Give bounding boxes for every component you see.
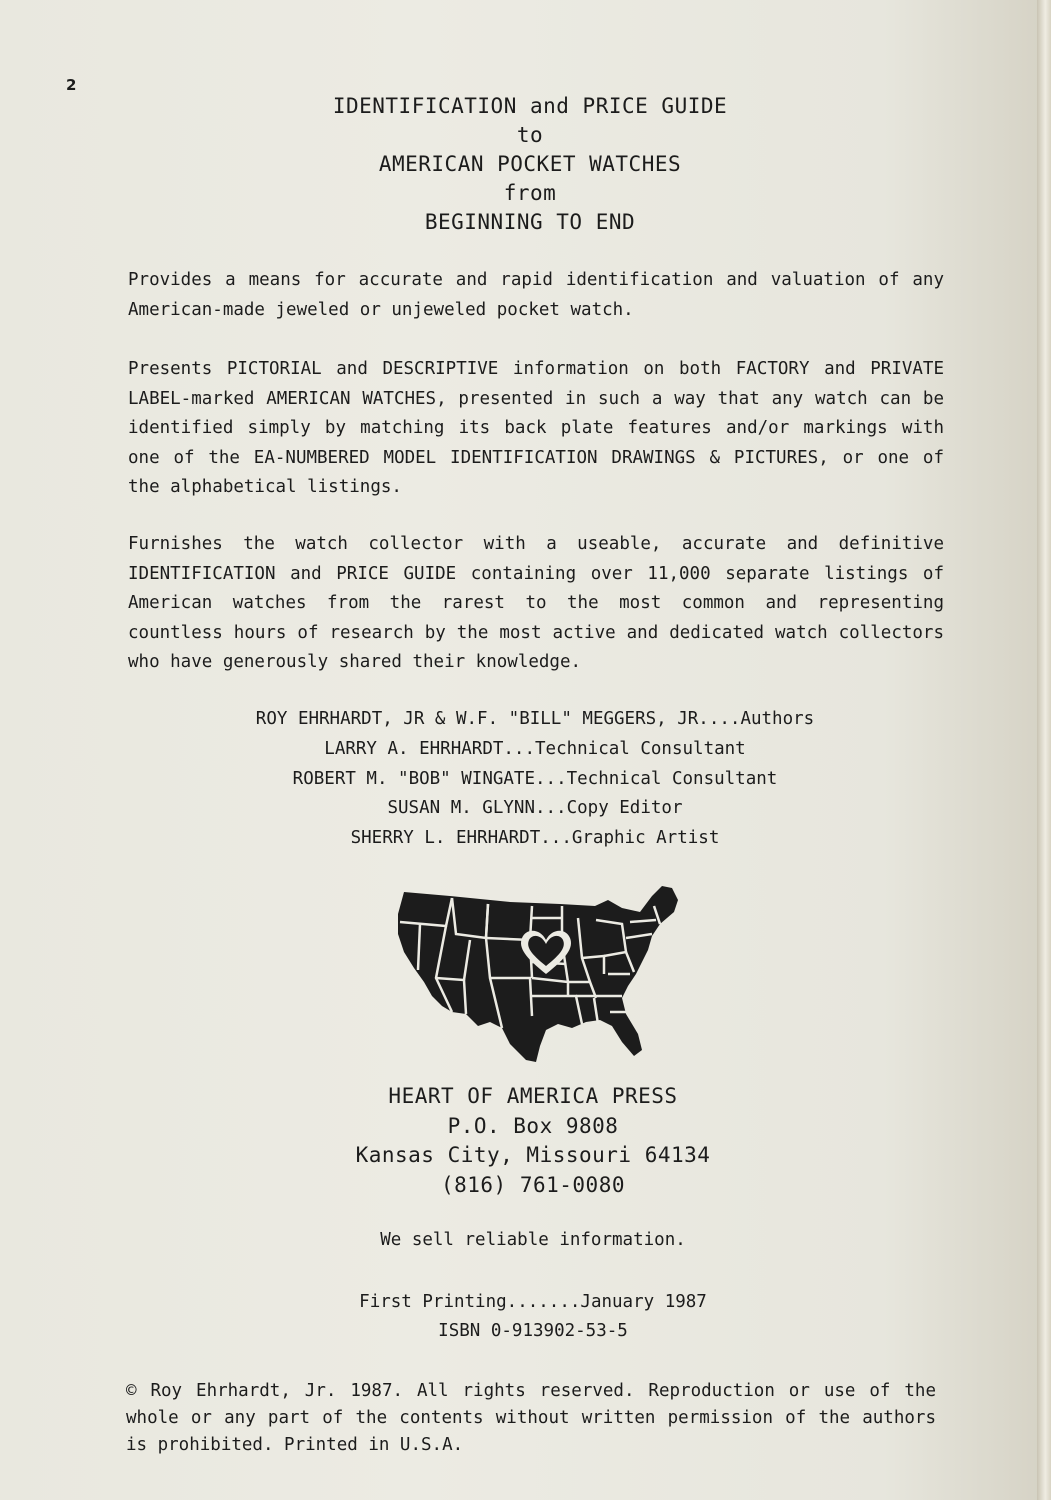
publisher-name: HEART OF AMERICA PRESS: [388, 1084, 678, 1108]
description-paragraph-3: Furnishes the watch collector with a useable, accurate and definitive IDENTIFICATION and PRICE GUIDE containing over 11,000 separate listings of American watches from the rarest to the most common and representing countless hours of research by the most active and dedicated watch collectors who have generously shared their knowledge.: [128, 534, 944, 672]
description-paragraph-2: Presents PICTORIAL and DESCRIPTIVE information on both FACTORY and PRIVATE LABEL-marked AMERICAN WATCHES, presented in such a way that any watch can be identified simply by matching its back plate features and/or markings with one of the EA-NUMBERED MODEL IDENTIFICATION DRAWINGS & PICTURES, or one of the alphabetical listings.: [128, 359, 944, 497]
publisher-phone: (816) 761-0080: [440, 1172, 625, 1197]
page-spine-edge: [1037, 0, 1051, 1500]
printing-info: [300, 1288, 766, 1346]
copyright-notice: © Roy Ehrhardt, Jr. 1987. All rights reserved. Reproduction or use of the whole or any part of the contents without written permission of the authors is prohibited. Printed in U.S.A.: [126, 1381, 936, 1455]
isbn: ISBN 0-913902-53-5: [438, 1321, 628, 1341]
publisher-po-box: P.O. Box 9808: [447, 1113, 619, 1138]
credit-line: SUSAN M. GLYNN...Copy Editor: [387, 798, 683, 819]
page-number: 2: [66, 76, 77, 94]
usa-map-heart-icon: [390, 878, 690, 1068]
description-paragraph-1: Provides a means for accurate and rapid identification and valuation of any American-made jeweled or unjeweled pocket watch.: [128, 270, 944, 320]
title-line: to: [516, 123, 544, 147]
credit-line: ROBERT M. "BOB" WINGATE...Technical Consultant: [292, 768, 778, 789]
slogan: We sell reliable information.: [380, 1230, 686, 1250]
title-line: AMERICAN POCKET WATCHES: [378, 152, 682, 176]
credits-list: [200, 705, 870, 854]
page-title: [230, 92, 830, 237]
credit-line: ROY EHRHARDT, JR & W.F. "BILL" MEGGERS, JR....Authors: [255, 709, 815, 729]
credit-line: SHERRY L. EHRHARDT...Graphic Artist: [350, 828, 720, 849]
first-printing: First Printing.......January 1987: [359, 1292, 707, 1312]
title-line: from: [503, 181, 557, 205]
publisher-address: Kansas City, Missouri 64134: [355, 1143, 711, 1167]
publisher-block: [300, 1082, 766, 1200]
title-line: BEGINNING TO END: [424, 210, 636, 234]
credit-line: LARRY A. EHRHARDT...Technical Consultant: [324, 738, 746, 759]
title-line: IDENTIFICATION and PRICE GUIDE: [332, 94, 728, 118]
